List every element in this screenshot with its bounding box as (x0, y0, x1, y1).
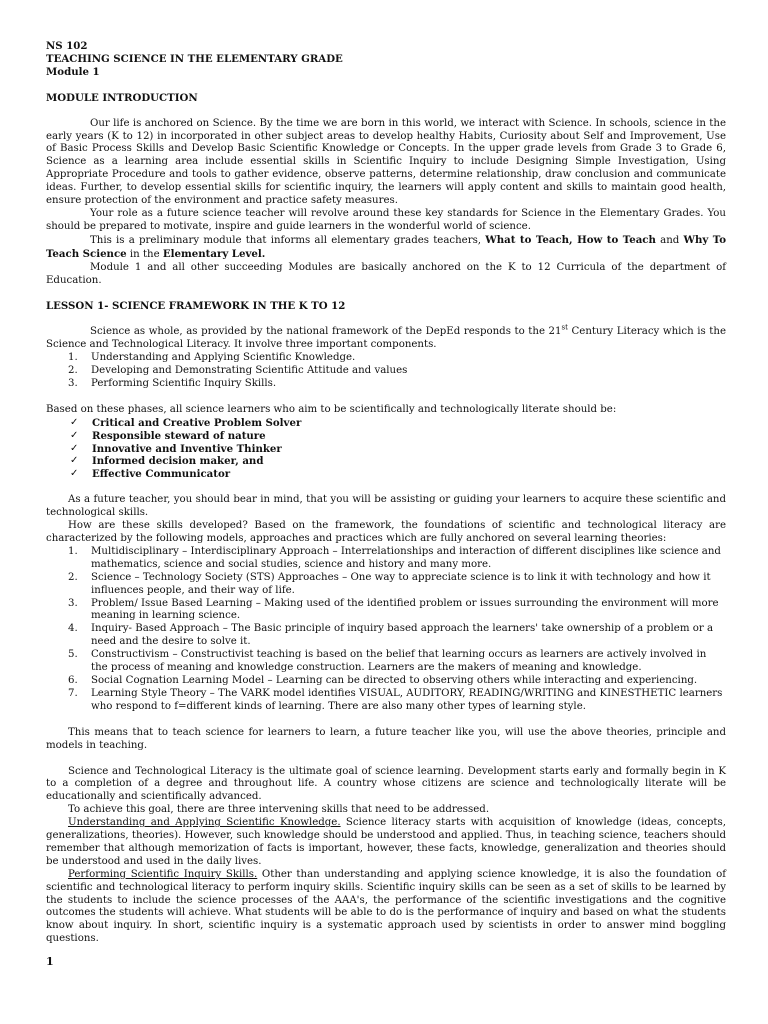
trait-text: Critical and Creative Problem Solver (92, 416, 302, 429)
theory-item (46, 688, 726, 714)
list-item-number: 1. (68, 545, 78, 557)
list-item-number: 3. (68, 597, 78, 609)
phases-intro: Based on these phases, all science learners who aim to be scientifically and technologically literate should be: (46, 403, 617, 415)
checkmark-icon: ✓ (70, 468, 79, 480)
theory-item (46, 598, 726, 624)
checkmark-icon: ✓ (70, 455, 79, 467)
traits-checklist (46, 417, 726, 482)
lesson-1-heading: LESSON 1- SCIENCE FRAMEWORK IN THE K TO 12 (46, 300, 346, 313)
list-item-text: Constructivism – Constructivist teaching is based on the belief that learning occurs as learners are actively involved in the process of meaning and knowledge construction. Learners are the makers of meaning and knowledge. (91, 649, 707, 674)
list-item-text: Science – Technology Society (STS) Approaches – One way to appreciate science is to link it with technology and how it influences people, and their way of life. (91, 571, 711, 596)
intro-paragraph-2: Your role as a future science teacher will revolve around these key standards for Science in the Elementary Grades. You should be prepared to motivate, inspire and guide learners in the wonderful world of science. (46, 207, 726, 232)
trait-text: Effective Communicator (92, 468, 231, 481)
performing-inquiry-subheading: Performing Scientific Inquiry Skills. (68, 868, 258, 880)
checkmark-icon: ✓ (70, 429, 79, 441)
intro-p3-text-c: and (655, 234, 684, 246)
component-item (46, 378, 726, 391)
theory-item (46, 546, 726, 572)
checkmark-icon: ✓ (70, 442, 79, 454)
trait-item (46, 468, 726, 481)
lesson-1-paragraph-3: How are these skills developed? Based on the framework, the foundations of scientific and technological literacy are characterized by the following models, approaches and practices which are fully anchored on several learning theories: (46, 520, 726, 544)
list-item-number: 3. (68, 377, 78, 389)
trait-text: Innovative and Inventive Thinker (92, 442, 282, 455)
understanding-applying-subheading: Understanding and Applying Scientific Knowledge. (68, 817, 341, 829)
course-code: NS 102 (46, 40, 88, 52)
list-item-number: 5. (68, 649, 78, 661)
intro-p3-bold-level: Elementary Level. (162, 247, 266, 260)
lesson-1-paragraph-6: To achieve this goal, there are three intervening skills that need to be addressed. (68, 804, 490, 816)
trait-item (46, 443, 726, 456)
trait-item (46, 455, 726, 468)
list-item-text: Inquiry- Based Approach – The Basic principle of inquiry based approach the learners' take ownership of a problem or a need and the desire to solve it. (91, 623, 714, 648)
list-item-text: Multidisciplinary – Interdisciplinary Approach – Interrelationships and interaction of different disciplines like science and mathematics, science and social studies, science and history and many more. (91, 545, 721, 570)
list-item-text: Learning Style Theory – The VARK model identifies VISUAL, AUDITORY, READING/WRITING and KINESTHETIC learners who respond to f=different kinds of learning. There are also many other types of learning style. (91, 687, 723, 712)
list-item-number: 6. (68, 674, 78, 686)
intro-p3-bold-why: Why To Teach Science (46, 233, 726, 260)
list-item-text: Social Cognation Learning Model – Learning can be directed to observing others while interacting and experiencing. (91, 674, 698, 686)
course-title: TEACHING SCIENCE IN THE ELEMENTARY GRADE (46, 52, 343, 65)
lesson-1-p8-text: Other than understanding and applying science knowledge, it is also the foundation of scientific and technological literacy to perform inquiry skills. Scientific inquiry skills can be seen as a set of skills to be learned by the students to include the science processes of the AAA's, the performance of the scientific investigations and the cognitive outcomes the students will achieve. What students will be able to do is the performance of inquiry and based on what the students know about inquiry. In short, scientific inquiry is a systematic approach used by scientists in order to answer mind boggling questions. (46, 868, 726, 945)
lesson-1-paragraph-2: As a future teacher, you should bear in mind, that you will be assisting or guiding your learners to acquire these scientific and technological skills. (46, 494, 726, 519)
list-item-text: Problem/ Issue Based Learning – Making used of the identified problem or issues surrounding the environment will more meaning in learning science. (91, 597, 719, 622)
lesson-1-p7-text: Science literacy starts with acquisition of knowledge (ideas, concepts, generalizations, theories). However, such knowledge should be understood and applied. Thus, in teaching science, teachers should remember that although memorization of facts is important, however, these facts, knowledge, generalization and theories should be understood and used in the daily lives. (46, 817, 726, 867)
document-body (46, 40, 726, 946)
components-list (46, 352, 726, 391)
trait-item (46, 417, 726, 430)
list-item-number: 4. (68, 623, 78, 635)
list-item-text: Understanding and Applying Scientific Knowledge. (91, 352, 356, 364)
trait-text: Responsible steward of nature (92, 429, 266, 442)
module-label: Module 1 (46, 65, 100, 78)
list-item-number: 2. (68, 365, 78, 377)
trait-text: Informed decision maker, and (92, 455, 264, 468)
theory-item (46, 572, 726, 598)
lesson-1-paragraph-4: This means that to teach science for learners to learn, a future teacher like you, will use the above theories, principle and models in teaching. (46, 726, 726, 751)
intro-paragraph-3 (46, 234, 726, 262)
lesson-1-p1-superscript: st (561, 323, 568, 332)
lesson-1-p1-text-b: Century Literacy which is the Science and Technological Literacy. It involve three important components. (46, 326, 726, 351)
component-item (46, 365, 726, 378)
list-item-number: 7. (68, 687, 78, 699)
theory-item (46, 675, 726, 688)
intro-heading: MODULE INTRODUCTION (46, 91, 198, 104)
checkmark-icon: ✓ (70, 416, 79, 428)
theory-item (46, 623, 726, 649)
intro-p3-text-e: in the (126, 248, 163, 260)
lesson-1-paragraph-8 (46, 869, 726, 946)
intro-p3-bold-what-how: What to Teach, How to Teach (485, 233, 656, 246)
component-item (46, 352, 726, 365)
page-number: 1 (46, 955, 54, 968)
intro-p3-text-a: This is a preliminary module that informs all elementary grades teachers, (90, 234, 486, 246)
intro-paragraph-1: Our life is anchored on Science. By the time we are born in this world, we interact with Science. In schools, science in the early years (K to 12) in incorporated in other subject areas to develop healthy Habits, Curiosity about Self and Improvement, Use of Basic Process Skills and Develop Basic Scientific Knowledge or Concepts. In the upper grade levels from Grade 3 to Grade 6, Science as a learning area include essential skills in Scientific Inquiry to include Designing Simple Investigation, Using Appropriate Procedure and tools to gather evidence, observe patterns, determine relationship, draw conclusion and communicate ideas. Further, to develop essential skills for scientific inquiry, the learners will apply content and skills to maintain good health, ensure protection of the environment and practice safety measures. (46, 117, 726, 207)
lesson-1-p1-text-a: Science as whole, as provided by the national framework of the DepEd responds to the 21 (90, 326, 562, 338)
lesson-1-paragraph-7 (46, 817, 726, 869)
list-item-text: Performing Scientific Inquiry Skills. (91, 377, 277, 389)
list-item-text: Developing and Demonstrating Scientific Attitude and values (91, 365, 408, 377)
trait-item (46, 430, 726, 443)
theories-list (46, 546, 726, 714)
intro-paragraph-4: Module 1 and all other succeeding Modules are basically anchored on the K to 12 Curricula of the department of Education. (46, 261, 726, 286)
list-item-number: 2. (68, 571, 78, 583)
list-item-number: 1. (68, 352, 78, 364)
theory-item (46, 649, 726, 675)
lesson-1-paragraph-1 (46, 323, 726, 352)
lesson-1-paragraph-5: Science and Technological Literacy is the ultimate goal of science learning. Development starts early and formally begin in K to a completion of a degree and throughout life. A country whose citizens are science and technologically literate will be educationally and scientifically advanced. (46, 765, 726, 803)
